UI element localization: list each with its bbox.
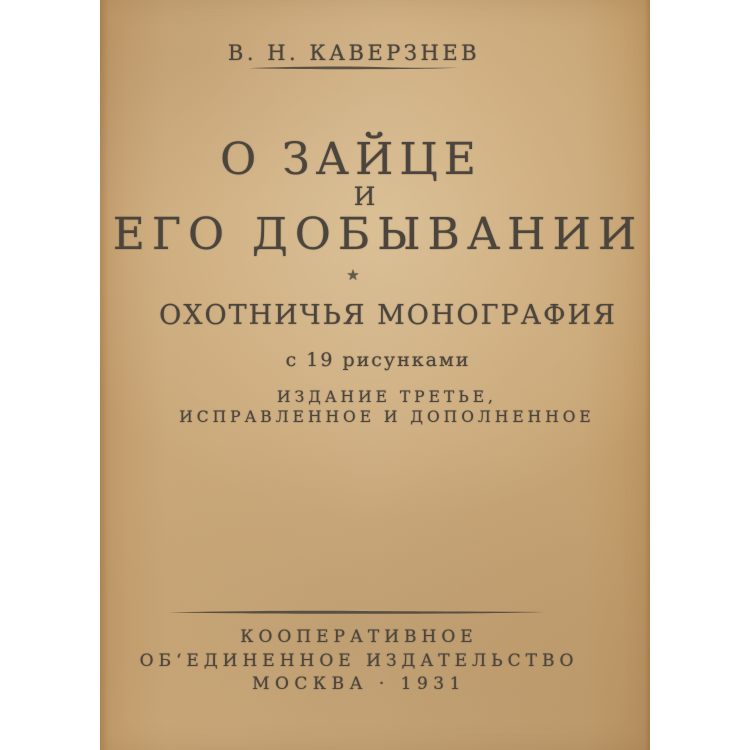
book-title-line-1: О ЗАЙЦЕ	[220, 134, 482, 185]
edition-line-1: ИЗДАНИЕ ТРЕТЬЕ,	[277, 388, 497, 406]
star-ornament-icon: ★	[346, 266, 360, 284]
publisher-divider-rule	[164, 609, 546, 616]
book-title-page	[100, 0, 650, 750]
publisher-imprint	[84, 626, 634, 697]
publisher-line-1: КООПЕРАТИВНОЕ	[240, 627, 478, 647]
book-title-line-2: И	[353, 182, 377, 211]
edition-note	[112, 388, 662, 427]
publisher-city-year: МОСКВА · 1931	[252, 674, 466, 694]
author-name: В. Н. КАВЕРЗНЕВ	[227, 41, 481, 65]
book-title-line-3: ЕГО ДОБЫВАНИИ	[112, 209, 644, 260]
illustrations-note: с 19 рисунками	[285, 349, 471, 371]
publisher-line-2: ОБ‘ЕДИНЕННОЕ ИЗДАТЕЛЬСТВО	[139, 650, 579, 671]
subtitle-monograph: ОХОТНИЧЬЯ МОНОГРАФИЯ	[159, 300, 617, 331]
author-underline-rule	[247, 65, 461, 71]
edition-line-2: ИСПРАВЛЕННОЕ И ДОПОЛНЕННОЕ	[179, 407, 595, 426]
